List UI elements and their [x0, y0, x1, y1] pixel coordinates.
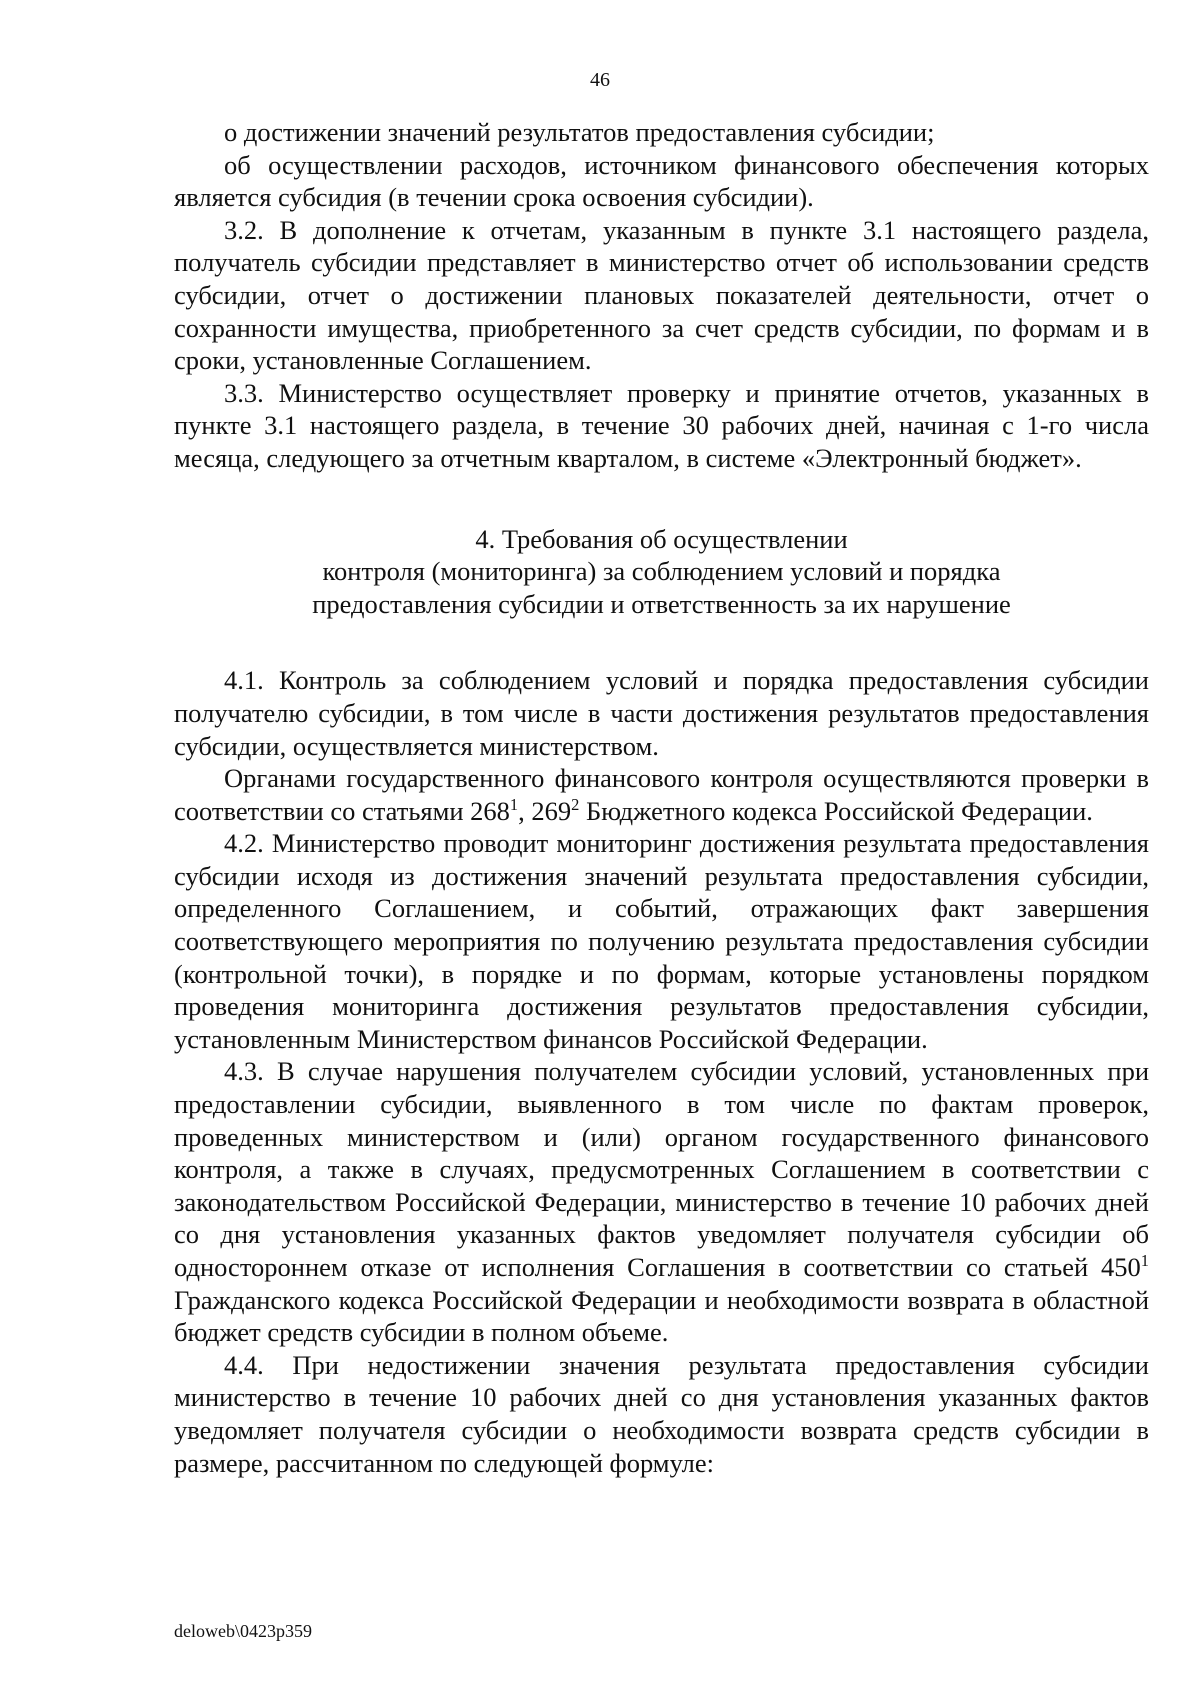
document-body	[174, 116, 1149, 1479]
paragraph-state-control-text-c: Бюджетного кодекса Российской Федерации.	[579, 795, 1093, 826]
document-footer-code: deloweb\0423p359	[174, 1621, 312, 1641]
paragraph-state-control-text-a: Органами государственного финансового контроля осуществляются проверки в соответствии со статьями 268	[174, 763, 1149, 826]
paragraph-report-expenses: об осуществлении расходов, источником финансового обеспечения которых является субсидия (в течении срока освоения субсидии).	[174, 149, 1149, 213]
paragraph-3-2: 3.2. В дополнение к отчетам, указанным в пункте 3.1 настоящего раздела, получатель субсидии представляет в министерство отчет об использовании средств субсидии, отчет о достижении плановых показателей деятельности, отчет о сохранности имущества, приобретенного за счет средств субсидии, по формам и в сроки, установленные Соглашением.	[174, 214, 1149, 376]
section-heading-line-1: 4. Требования об осуществлении	[475, 523, 848, 554]
paragraph-4-2: 4.2. Министерство проводит мониторинг достижения результата предоставления субсидии исходя из достижения значений результата предоставления субсидии, определенного Соглашением, и событий, отражающих факт завершения соответствующего мероприятия по получению результата предоставления субсидии (контрольной точки), в порядке и по формам, которые установлены порядком проведения мониторинга достижения результатов предоставления субсидии, установленным Министерством финансов Российской Федерации.	[174, 828, 1149, 1054]
paragraph-state-control-text-b: , 269	[518, 795, 572, 826]
paragraph-4-1: 4.1. Контроль за соблюдением условий и порядка предоставления субсидии получателю субсидии, в том числе в части достижения результатов предоставления субсидии, осуществляется министерством.	[174, 665, 1149, 761]
paragraph-4-4: 4.4. При недостижении значения результата предоставления субсидии министерство в течение 10 рабочих дней со дня установления указанных фактов уведомляет получателя субсидии о необходимости возврата средств субсидии в размере, рассчитанном по следующей формуле:	[174, 1349, 1149, 1478]
superscript-269: 2	[571, 794, 580, 814]
section-heading-line-2: контроля (мониторинга) за соблюдением условий и порядка	[322, 556, 1001, 587]
paragraph-4-3-text-a: 4.3. В случае нарушения получателем субсидии условий, установленных при предоставлении субсидии, выявленного в том числе по фактам проверок, проведенных министерством и (или) органом государственного финансового контроля, а также в случаях, предусмотренных Соглашением в соответствии с законодательством Российской Федерации, министерство в течение 10 рабочих дней со дня установления указанных фактов уведомляет получателя субсидии об одностороннем отказе от исполнения Соглашения в соответствии со статьей 450	[174, 1056, 1149, 1282]
superscript-268: 1	[509, 794, 519, 814]
paragraph-3-3: 3.3. Министерство осуществляет проверку и принятие отчетов, указанных в пункте 3.1 настоящего раздела, в течение 30 рабочих дней, начиная с 1-го числа месяца, следующего за отчетным кварталом, в системе «Электронный бюджет».	[174, 377, 1149, 473]
section-heading-line-3: предоставления субсидии и ответственность за их нарушение	[312, 588, 1011, 619]
section-4-heading	[174, 523, 1149, 621]
paragraph-report-results: о достижении значений результатов предоставления субсидии;	[224, 117, 935, 147]
superscript-450: 1	[1140, 1251, 1149, 1271]
paragraph-4-3	[174, 1055, 1149, 1348]
paragraph-4-3-text-b: Гражданского кодекса Российской Федерации и необходимости возврата в областной бюджет средств субсидии в полном объеме.	[174, 1284, 1149, 1348]
page-number: 46	[590, 69, 610, 91]
paragraph-state-control	[174, 762, 1149, 827]
